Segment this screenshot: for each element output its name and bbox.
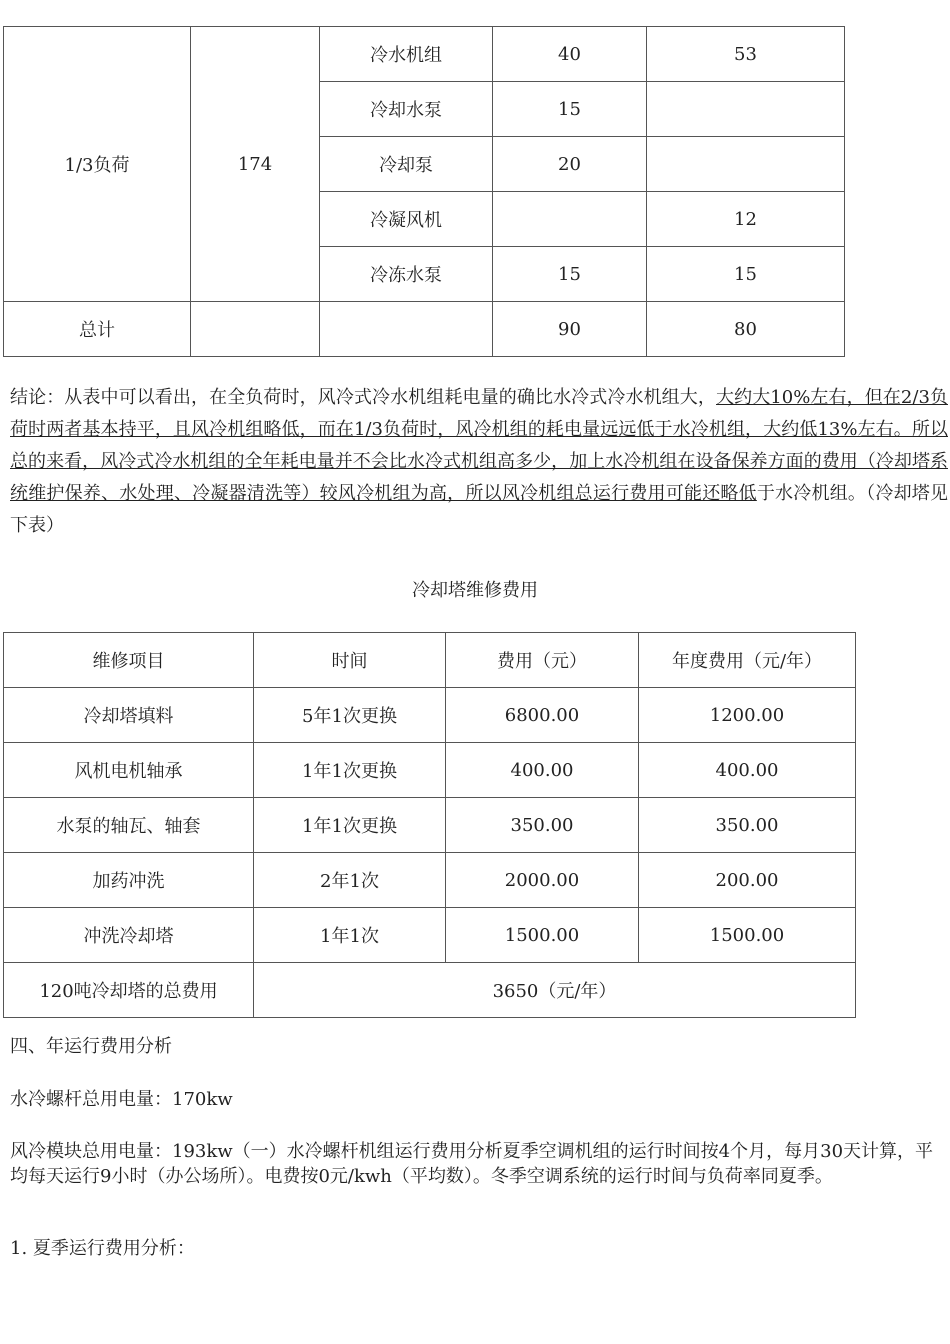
water-cooled-cell: 15	[493, 247, 647, 302]
total-label-cell: 总计	[4, 302, 191, 357]
item-cell: 冷却泵	[320, 137, 493, 192]
air-cooled-cell: 53	[647, 27, 845, 82]
item-cell: 冷却塔填料	[4, 688, 254, 743]
conclusion-underlined-text: 大约大10%左右，但在2/3负荷时两者基本持平，且风冷机组略低，而在1/3负荷时，风冷机组的耗电量远远低于水冷机组，大约低13%左右。所以总的来看，风冷式冷水机组的全年耗电量并不会比水冷式机组高多少，加上水冷机组在设备保养方面的费用（冷却塔系统维护保养、水处理、冷凝器清洗等）较风冷机组为高，所以风冷机组总运行费用可能还略低	[10, 387, 948, 504]
load-label-cell: 1/3负荷	[4, 27, 191, 302]
item-cell: 冷水机组	[320, 27, 493, 82]
air-cooled-cell: 15	[647, 247, 845, 302]
table-row	[4, 908, 856, 963]
conclusion-tail-text: 于水冷机组。（冷却塔见下表）	[10, 483, 948, 536]
load-value-cell: 174	[191, 27, 320, 302]
interval-cell: 2年1次	[254, 853, 446, 908]
item-cell: 加药冲洗	[4, 853, 254, 908]
air-cooled-cell: 12	[647, 192, 845, 247]
item-cell: 冷凝风机	[320, 192, 493, 247]
interval-cell: 1年1次更换	[254, 743, 446, 798]
maintenance-table-title: 冷却塔维修费用	[412, 580, 538, 601]
item-cell: 冷冻水泵	[320, 247, 493, 302]
air-cooled-cell	[647, 82, 845, 137]
annual-cost-cell: 350.00	[639, 798, 856, 853]
header-row	[4, 633, 856, 688]
annual-cost-cell: 400.00	[639, 743, 856, 798]
cost-cell: 2000.00	[446, 853, 639, 908]
total-empty-cell	[191, 302, 320, 357]
item-cell: 水泵的轴瓦、轴套	[4, 798, 254, 853]
total-row	[4, 963, 856, 1018]
table-row	[4, 743, 856, 798]
section-heading: 四、年运行费用分析	[10, 1036, 172, 1057]
conclusion-paragraph	[10, 382, 948, 542]
table-row	[4, 853, 856, 908]
interval-cell: 5年1次更换	[254, 688, 446, 743]
header-cell: 维修项目	[4, 633, 254, 688]
air-cooled-cell	[647, 137, 845, 192]
table-row	[4, 688, 856, 743]
item-cell: 冷却水泵	[320, 82, 493, 137]
water-cooled-cell: 40	[493, 27, 647, 82]
total-water-cell: 90	[493, 302, 647, 357]
table-row	[4, 798, 856, 853]
header-cell: 费用（元）	[446, 633, 639, 688]
header-cell: 年度费用（元/年）	[639, 633, 856, 688]
water-cooled-cell: 20	[493, 137, 647, 192]
water-cooled-power-text: 水冷螺杆总用电量：170kw	[10, 1089, 233, 1110]
air-cooled-power-paragraph: 风冷模块总用电量：193kw（一）水冷螺杆机组运行费用分析夏季空调机组的运行时间按4个月，每月30天计算，平均每天运行9小时（办公场所）。电费按0元/kwh（平均数）。冬季空调系统的运行时间与负荷率同夏季。	[10, 1141, 934, 1187]
maintenance-cost-table	[3, 632, 856, 1018]
water-cooled-cell	[493, 192, 647, 247]
item-cell: 风机电机轴承	[4, 743, 254, 798]
cost-cell: 400.00	[446, 743, 639, 798]
total-air-cell: 80	[647, 302, 845, 357]
power-consumption-table	[3, 26, 845, 357]
cost-cell: 6800.00	[446, 688, 639, 743]
conclusion-text: 结论：从表中可以看出，在全负荷时，风冷式冷水机组耗电量的确比水冷式冷水机组大，	[10, 387, 716, 408]
interval-cell: 1年1次更换	[254, 798, 446, 853]
item-cell: 冲洗冷却塔	[4, 908, 254, 963]
header-cell: 时间	[254, 633, 446, 688]
interval-cell: 1年1次	[254, 908, 446, 963]
annual-cost-cell: 1500.00	[639, 908, 856, 963]
annual-cost-cell: 200.00	[639, 853, 856, 908]
annual-cost-cell: 1200.00	[639, 688, 856, 743]
total-empty-cell	[320, 302, 493, 357]
cost-cell: 1500.00	[446, 908, 639, 963]
cost-cell: 350.00	[446, 798, 639, 853]
total-value-cell: 3650（元/年）	[254, 963, 856, 1018]
water-cooled-cell: 15	[493, 82, 647, 137]
total-row	[4, 302, 845, 357]
total-label-cell: 120吨冷却塔的总费用	[4, 963, 254, 1018]
subsection-heading: 1. 夏季运行费用分析：	[10, 1238, 195, 1259]
table-row	[4, 27, 845, 82]
